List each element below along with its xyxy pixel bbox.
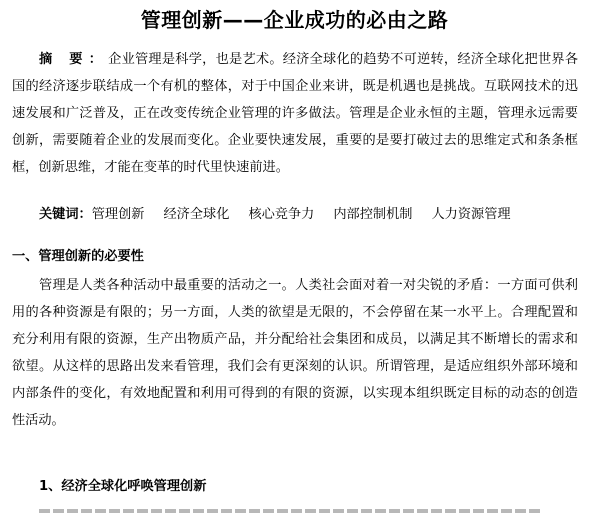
- keyword-item: 管理创新: [91, 207, 145, 222]
- keyword-item: 核心竞争力: [248, 207, 315, 222]
- abstract-text: 企业管理是科学，也是艺术。经济全球化的趋势不可逆转，经济全球化把世界各国的经济逐步联结成一个有机的整体，对于中国企业来讲，既是机遇也是挑战。互联网技术的迅速发展和广泛普及，正在改变传统企业管理的许多做法。管理是企业永恒的主题，管理永远需要创新，需要随着企业的发展而变化。企业要快速发展，重要的是要打破过去的思维定式和条条框框，创新思维，才能在变革的时代里快速前进。: [12, 52, 579, 175]
- section-heading: 一、管理创新的必要性: [12, 249, 144, 264]
- keyword-item: 人力资源管理: [431, 207, 511, 222]
- subsection-heading: 1、经济全球化呼唤管理创新: [39, 479, 207, 494]
- abstract-paragraph: [12, 46, 578, 181]
- cutoff-text-line: [39, 504, 579, 513]
- keywords-label: 关键词：: [39, 207, 92, 222]
- keyword-item: 经济全球化: [163, 207, 230, 222]
- abstract-label: 摘 要：: [39, 52, 109, 67]
- section-paragraph: 管理是人类各种活动中最重要的活动之一。人类社会面对着一对尖锐的矛盾：一方面可供利用的各种资源是有限的；另一方面，人类的欲望是无限的，不会停留在某一水平上。合理配置和充分利用有限的资源，生产出物质产品，并分配给社会集团和成员，以满足其不断增长的需求和欲望。从这样的思路出发来看管理，我们会有更深刻的认识。所谓管理，是适应组织外部环境和内部条件的变化，有效地配置和利用可得到的有限的资源，以实现本组织既定目标的动态的创造性活动。: [12, 278, 578, 428]
- keywords-line: [39, 201, 511, 228]
- document-title: 管理创新——企业成功的必由之路: [140, 8, 449, 32]
- cutoff-glyphs: [39, 509, 579, 513]
- keyword-item: 内部控制机制: [333, 207, 413, 222]
